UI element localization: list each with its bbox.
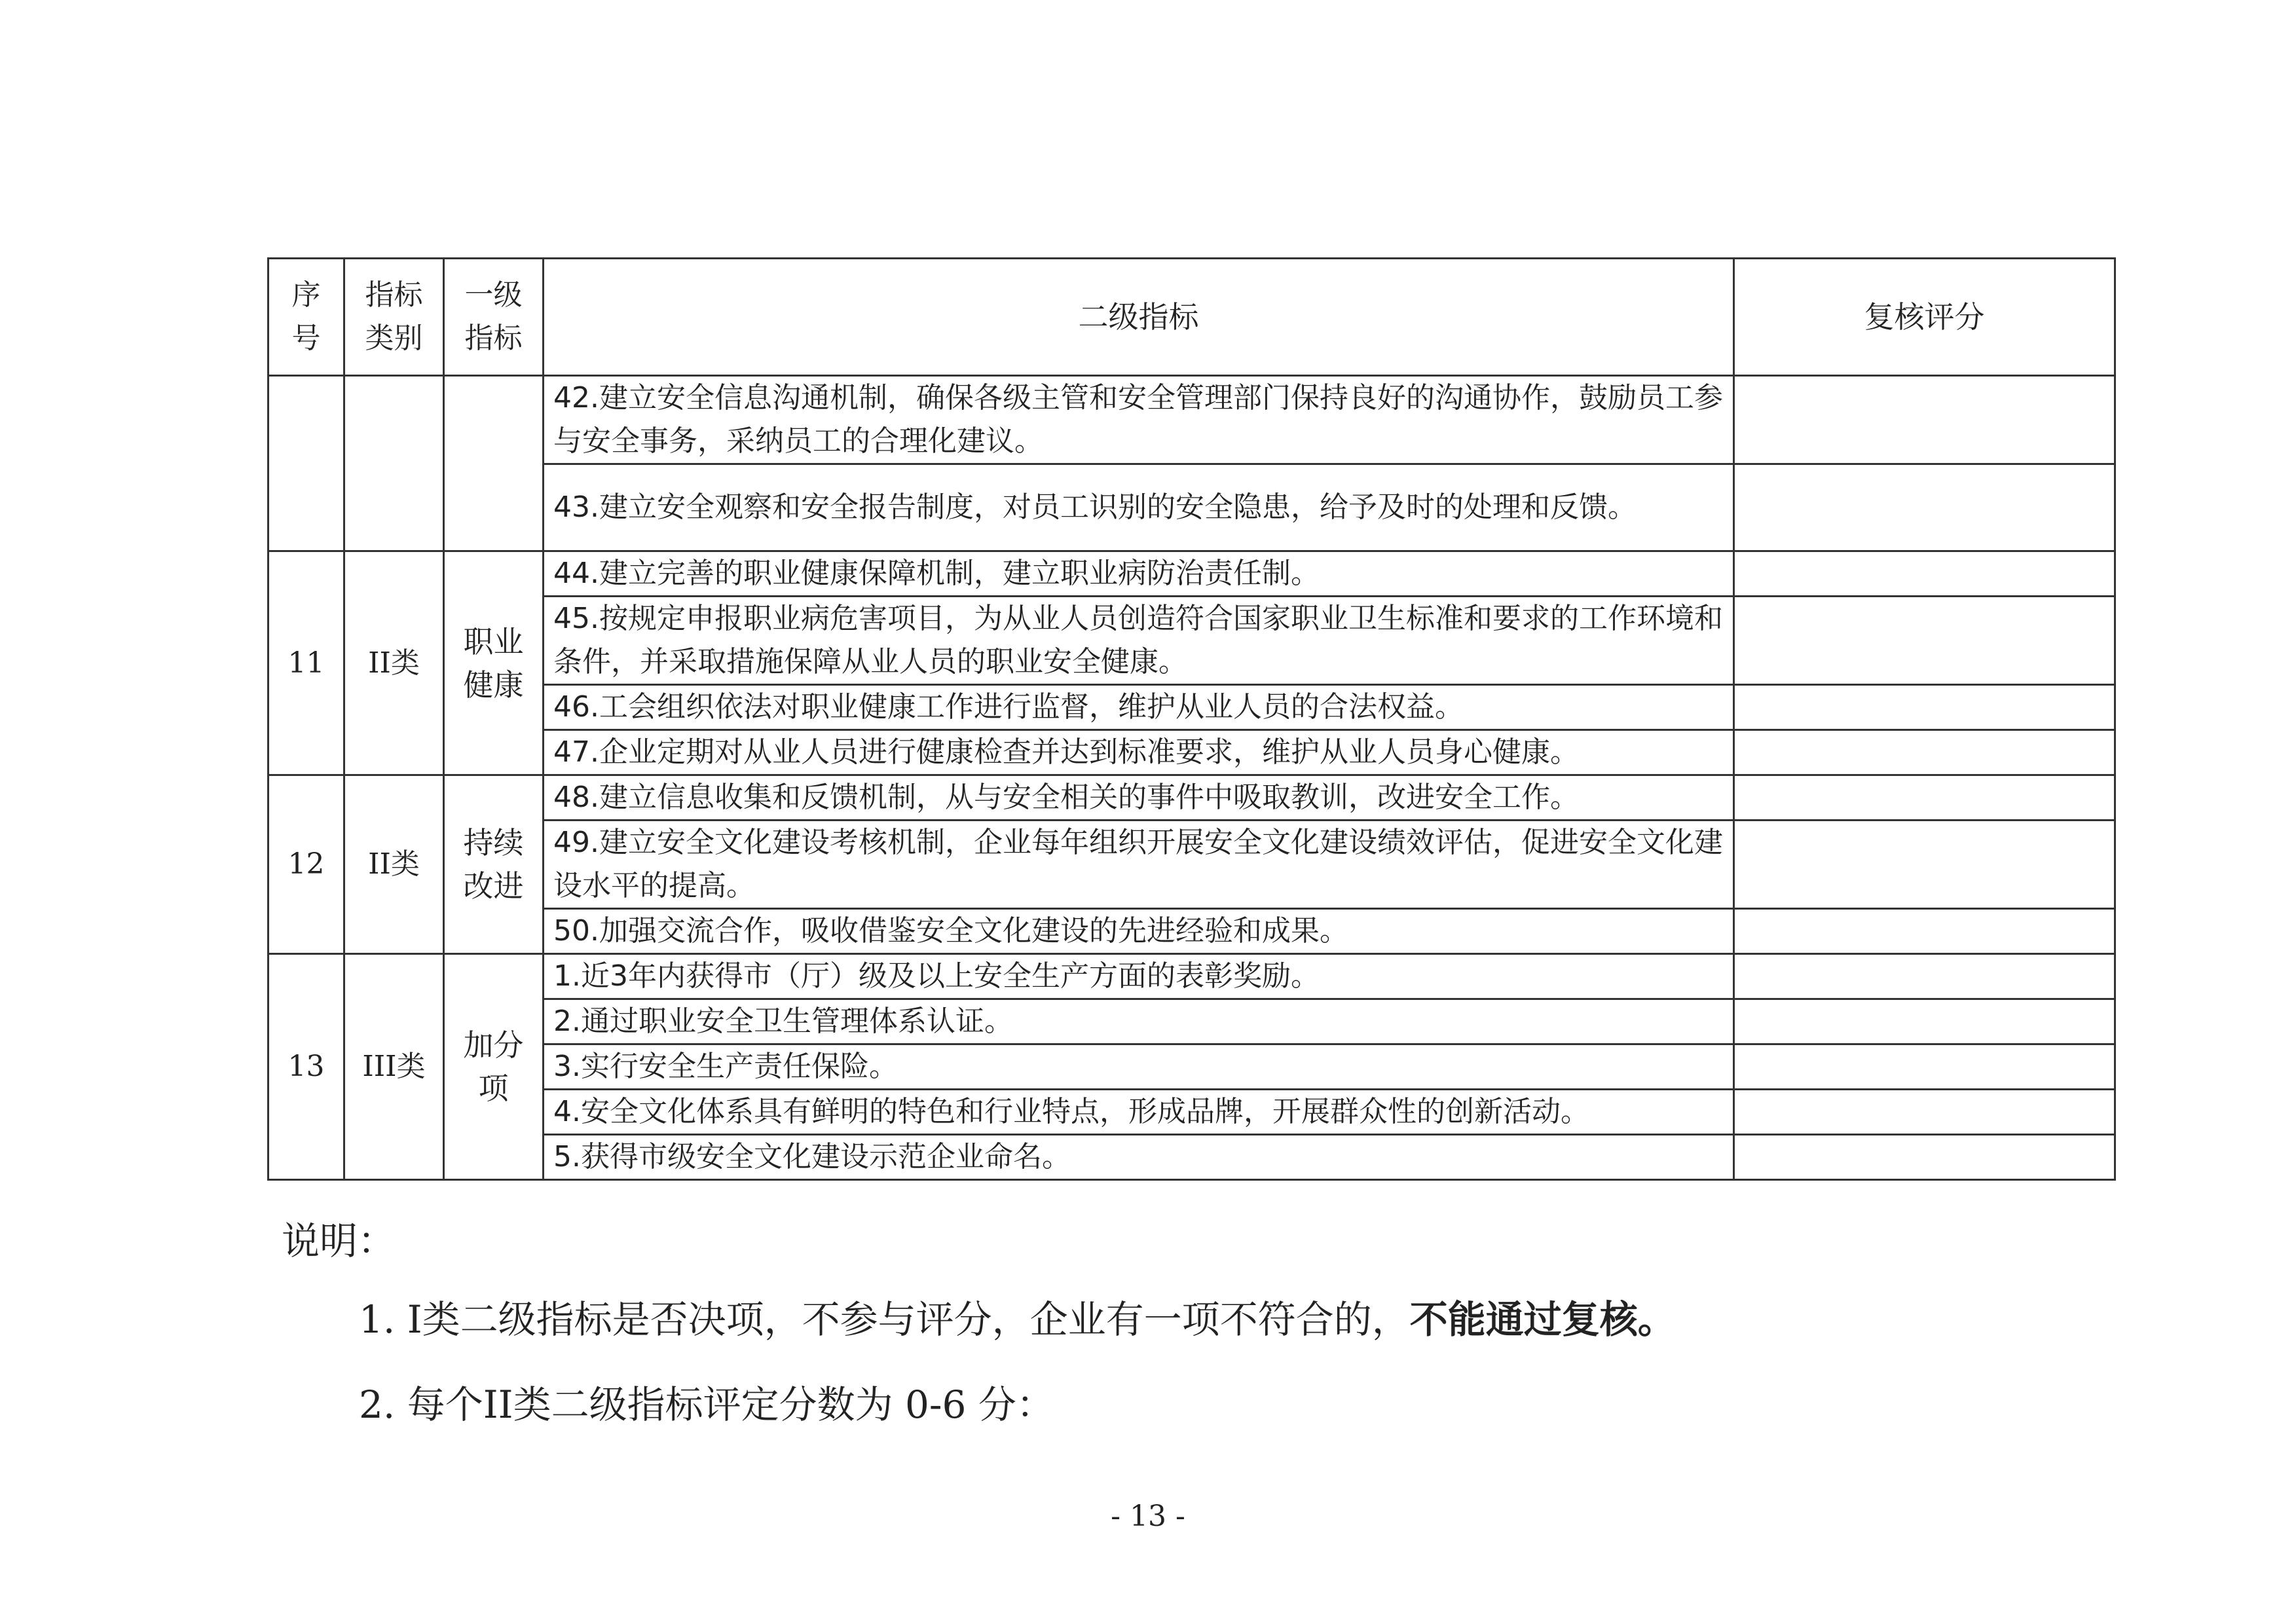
table-row xyxy=(268,685,2115,730)
score-cell[interactable] xyxy=(1734,821,2115,909)
category-cell: II类 xyxy=(344,775,444,954)
header-score: 复核评分 xyxy=(1734,259,2115,376)
level2-cell: 3.实行安全生产责任保险。 xyxy=(544,1044,1734,1090)
level1-cell: 持续改进 xyxy=(444,775,544,954)
score-cell[interactable] xyxy=(1734,1044,2115,1090)
level1-cell: 职业健康 xyxy=(444,551,544,775)
level2-cell: 49.建立安全文化建设考核机制，企业每年组织开展安全文化建设绩效评估，促进安全文化建设水平的提高。 xyxy=(544,821,1734,909)
note-item-1-text: 1. I类二级指标是否决项，不参与评分，企业有一项不符合的， xyxy=(359,1297,1410,1342)
row-number-cell: 13 xyxy=(268,954,344,1180)
table-row xyxy=(268,730,2115,775)
level2-cell: 50.加强交流合作，吸收借鉴安全文化建设的先进经验和成果。 xyxy=(544,909,1734,954)
level2-cell: 42.建立安全信息沟通机制，确保各级主管和安全管理部门保持良好的沟通协作，鼓励员工参与安全事务，采纳员工的合理化建议。 xyxy=(544,376,1734,464)
level2-cell: 4.安全文化体系具有鲜明的特色和行业特点，形成品牌，开展群众性的创新活动。 xyxy=(544,1090,1734,1135)
header-category: 指标类别 xyxy=(344,259,444,376)
note-item-1-emphasis: 不能通过复核。 xyxy=(1409,1297,1676,1342)
level2-cell: 45.按规定申报职业病危害项目，为从业人员创造符合国家职业卫生标准和要求的工作环境和条件，并采取措施保障从业人员的职业安全健康。 xyxy=(544,597,1734,685)
table-header-row xyxy=(268,259,2115,376)
level2-cell: 44.建立完善的职业健康保障机制，建立职业病防治责任制。 xyxy=(544,551,1734,597)
page-number: - 13 - xyxy=(1111,1500,1185,1533)
table-row xyxy=(268,1044,2115,1090)
header-no: 序号 xyxy=(268,259,344,376)
score-cell[interactable] xyxy=(1734,999,2115,1044)
score-cell[interactable] xyxy=(1734,730,2115,775)
header-level2: 二级指标 xyxy=(544,259,1734,376)
notes-title: 说明： xyxy=(282,1219,396,1263)
note-item-2: 2. 每个II类二级指标评定分数为 0-6 分： xyxy=(359,1382,1054,1427)
row-number-cell: 11 xyxy=(268,551,344,775)
level2-cell: 5.获得市级安全文化建设示范企业命名。 xyxy=(544,1135,1734,1180)
score-cell[interactable] xyxy=(1734,464,2115,551)
header-level1: 一级指标 xyxy=(444,259,544,376)
score-cell[interactable] xyxy=(1734,954,2115,999)
table-row xyxy=(268,551,2115,597)
category-cell: II类 xyxy=(344,551,444,775)
table-row xyxy=(268,376,2115,464)
table-row xyxy=(268,597,2115,685)
evaluation-table xyxy=(267,257,2116,1181)
table-row xyxy=(268,954,2115,999)
row-number-cell xyxy=(268,376,344,551)
level2-cell: 46.工会组织依法对职业健康工作进行监督，维护从业人员的合法权益。 xyxy=(544,685,1734,730)
level2-cell: 43.建立安全观察和安全报告制度，对员工识别的安全隐患，给予及时的处理和反馈。 xyxy=(544,464,1734,551)
level1-cell: 加分项 xyxy=(444,954,544,1180)
score-cell[interactable] xyxy=(1734,1090,2115,1135)
table-row xyxy=(268,821,2115,909)
score-cell[interactable] xyxy=(1734,551,2115,597)
table-row xyxy=(268,909,2115,954)
score-cell[interactable] xyxy=(1734,597,2115,685)
score-cell[interactable] xyxy=(1734,685,2115,730)
score-cell[interactable] xyxy=(1734,775,2115,821)
table-row xyxy=(268,1090,2115,1135)
level1-cell xyxy=(444,376,544,551)
row-number-cell: 12 xyxy=(268,775,344,954)
category-cell: III类 xyxy=(344,954,444,1180)
score-cell[interactable] xyxy=(1734,909,2115,954)
table-row xyxy=(268,775,2115,821)
level2-cell: 2.通过职业安全卫生管理体系认证。 xyxy=(544,999,1734,1044)
table-row xyxy=(268,999,2115,1044)
level2-cell: 48.建立信息收集和反馈机制，从与安全相关的事件中吸取教训，改进安全工作。 xyxy=(544,775,1734,821)
score-cell[interactable] xyxy=(1734,1135,2115,1180)
level2-cell: 1.近3年内获得市（厅）级及以上安全生产方面的表彰奖励。 xyxy=(544,954,1734,999)
table-row xyxy=(268,1135,2115,1180)
score-cell[interactable] xyxy=(1734,376,2115,464)
level2-cell: 47.企业定期对从业人员进行健康检查并达到标准要求，维护从业人员身心健康。 xyxy=(544,730,1734,775)
note-item-1 xyxy=(359,1289,2127,1344)
table-row xyxy=(268,464,2115,551)
category-cell xyxy=(344,376,444,551)
